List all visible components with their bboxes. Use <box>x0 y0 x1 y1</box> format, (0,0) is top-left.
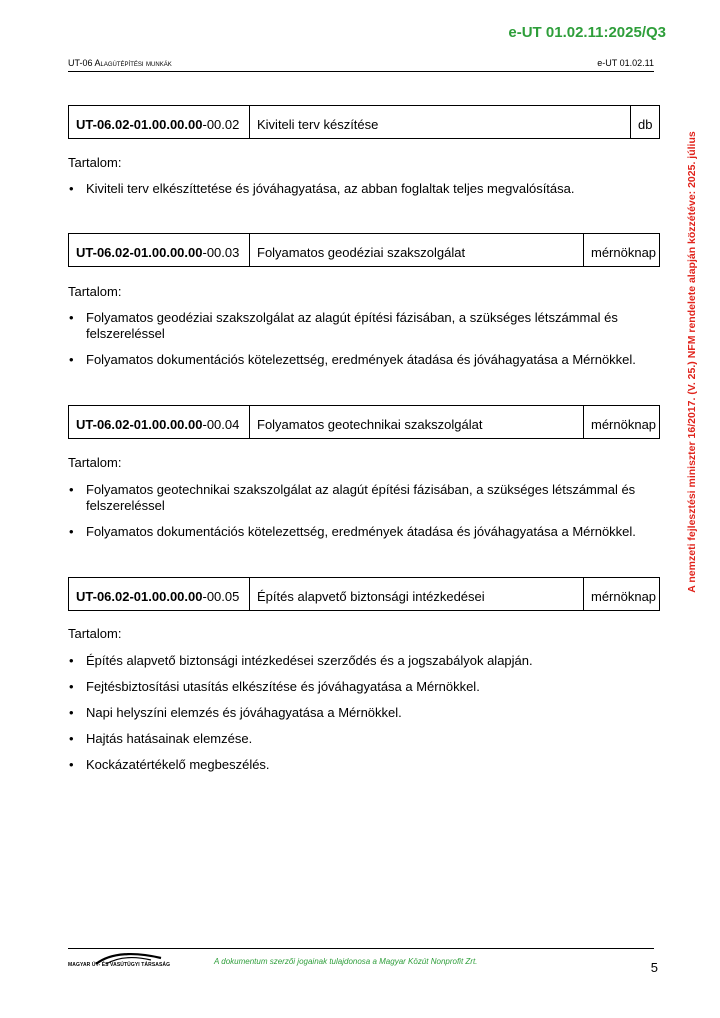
list-item: • Fejtésbiztosítási utasítás elkészítése és jóváhagyatása a Mérnökkel. <box>68 679 658 695</box>
list-item: • Kiviteli terv elkészíttetése és jóváhagyatása, az abban foglaltak teljes megvalósítása. <box>68 181 658 197</box>
item-code-main: UT-06.02-01.00.00.00 <box>76 244 203 260</box>
footer-divider <box>68 948 654 949</box>
content-label: Tartalom: <box>68 155 122 170</box>
page-number: 5 <box>650 960 658 975</box>
item-code <box>69 406 250 438</box>
list-item: • Folyamatos geotechnikai szakszolgálat az alagút építési fázisában, a szükséges létszámmal és felszereléssel <box>68 482 658 514</box>
content-label: Tartalom: <box>68 455 122 470</box>
item-table <box>68 105 660 139</box>
list-item: • Folyamatos dokumentációs kötelezettség, eredmények átadása és jóváhagyatása a Mérnökkel. <box>68 352 676 368</box>
publication-side-note: A nemzeti fejlesztési miniszter 16/2017. (V. 25.) NFM rendelete alapján közzétéve: 2025. július <box>686 131 698 593</box>
item-unit: mérnöknap <box>591 588 657 604</box>
content-label: Tartalom: <box>68 626 122 641</box>
item-unit: mérnöknap <box>591 244 657 260</box>
list-item: • Építés alapvető biztonsági intézkedései szerződés és a jogszabályok alapján. <box>68 653 658 669</box>
item-code <box>69 578 250 610</box>
item-table <box>68 577 660 611</box>
list-item: • Hajtás hatásainak elemzése. <box>68 731 658 747</box>
header-doc-id: e-UT 01.02.11 <box>597 58 654 68</box>
list-item: • Kockázatértékelő megbeszélés. <box>68 757 658 773</box>
item-code-main: UT-06.02-01.00.00.00 <box>76 116 203 132</box>
item-code <box>69 234 250 266</box>
content-list <box>68 482 658 550</box>
item-code-suffix: -00.03 <box>202 244 240 260</box>
item-code <box>69 106 250 138</box>
item-code-main: UT-06.02-01.00.00.00 <box>76 588 203 604</box>
item-table <box>68 405 660 439</box>
item-name: Építés alapvető biztonsági intézkedései <box>250 578 584 610</box>
item-code-suffix: -00.05 <box>202 588 240 604</box>
chapter-title: UT-06 Alagútépítési munkák <box>68 58 172 68</box>
content-list <box>68 181 658 207</box>
content-label: Tartalom: <box>68 284 122 299</box>
item-name: Kiviteli terv készítése <box>250 106 631 138</box>
logo-text: MAGYAR ÚT- ÉS VASÚTÜGYI TÁRSASÁG <box>68 962 171 968</box>
content-list <box>68 310 636 378</box>
copyright-notice: A dokumentum szerzői jogainak tulajdonosa a Magyar Közút Nonprofit Zrt. <box>214 957 478 966</box>
running-header <box>68 58 654 72</box>
list-item: • Folyamatos dokumentációs kötelezettség, eredmények átadása és jóváhagyatása a Mérnökkel. <box>68 524 658 540</box>
item-code-suffix: -00.02 <box>202 116 240 132</box>
item-code-main: UT-06.02-01.00.00.00 <box>76 416 203 432</box>
item-unit: db <box>638 116 653 132</box>
content-list <box>68 653 658 783</box>
item-name: Folyamatos geodéziai szakszolgálat <box>250 234 584 266</box>
item-name: Folyamatos geotechnikai szakszolgálat <box>250 406 584 438</box>
item-table <box>68 233 660 267</box>
list-item: • Napi helyszíni elemzés és jóváhagyatása a Mérnökkel. <box>68 705 658 721</box>
document-code: e-UT 01.02.11:2025/Q3 <box>508 24 666 41</box>
item-code-suffix: -00.04 <box>202 416 240 432</box>
list-item: • Folyamatos geodéziai szakszolgálat az alagút építési fázisában, a szükséges létszámmal és felszereléssel <box>68 310 628 342</box>
item-unit: mérnöknap <box>591 416 657 432</box>
